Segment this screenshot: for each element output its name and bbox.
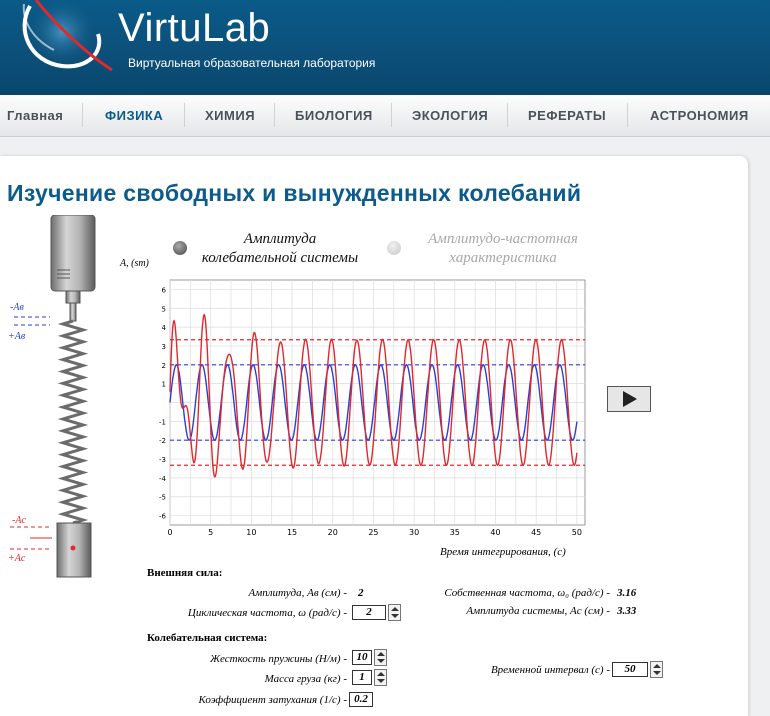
x-tick-label: 20 — [327, 528, 338, 537]
nav-ecology[interactable]: ЭКОЛОГИЯ — [412, 108, 489, 123]
natural-frequency-label: Собственная частота, ω₀ (рад/с) - — [444, 587, 610, 599]
damping-label: Коэффициент затухания (1/с) - — [198, 694, 347, 706]
x-tick-label: 40 — [490, 528, 501, 537]
tab-amplitude-line1: Амплитуда — [243, 231, 317, 247]
mass-label: Масса груза (кг) - — [264, 673, 347, 685]
y-tick-label: 3 — [161, 342, 166, 351]
y-tick-label: 2 — [161, 361, 166, 370]
time-interval-field[interactable]: 50 — [612, 662, 648, 677]
x-tick-label: 5 — [208, 528, 214, 537]
nav-chemistry[interactable]: ХИМИЯ — [205, 108, 256, 123]
play-icon — [623, 391, 637, 407]
force-frequency-label: Циклическая частота, ω (рад/с) - — [187, 607, 347, 619]
force-amplitude-value: 2 — [358, 587, 364, 599]
time-interval-spinner[interactable] — [650, 661, 663, 678]
time-interval-label: Временной интервал (с) - — [490, 664, 610, 676]
nav-astronomy[interactable]: АСТРОНОМИЯ — [650, 108, 749, 123]
nav-essays[interactable]: РЕФЕРАТЫ — [528, 108, 607, 123]
site-header — [0, 0, 770, 95]
x-tick-label: 10 — [246, 528, 257, 537]
plus-ab-label: +Aв — [8, 331, 26, 342]
plus-ac-label: +Ac — [8, 553, 26, 564]
tab-frequency-response[interactable] — [408, 230, 598, 268]
tab-amplitude[interactable] — [190, 230, 370, 268]
logo-orbit-icon[interactable] — [0, 0, 115, 95]
external-force-heading: Внешняя сила: — [147, 567, 223, 579]
mass-field[interactable]: 1 — [352, 670, 372, 685]
x-tick-label: 25 — [368, 528, 379, 537]
play-button[interactable] — [607, 386, 651, 412]
x-tick-label: 35 — [449, 528, 460, 537]
force-frequency-spinner[interactable] — [388, 604, 401, 621]
system-amplitude-label: Амплитуда системы, Ac (см) - — [466, 605, 610, 617]
mass-spinner[interactable] — [374, 669, 387, 686]
mass-marker — [71, 546, 76, 551]
oscillator-heading: Колебательная система: — [147, 632, 268, 644]
x-tick-label: 30 — [409, 528, 420, 537]
page-title: Изучение свободных и вынужденных колебаний — [7, 180, 582, 206]
main-nav — [0, 95, 770, 137]
nav-divider — [184, 103, 185, 127]
nav-divider — [507, 103, 508, 127]
y-tick-label: -4 — [159, 474, 166, 483]
force-frequency-field[interactable]: 2 — [352, 605, 386, 620]
spring-stiffness-spinner[interactable] — [374, 649, 387, 666]
nav-divider — [391, 103, 392, 127]
spring-stiffness-field[interactable]: 10 — [352, 650, 372, 665]
force-amplitude-label: Амплитуда, Aв (см) - — [248, 587, 347, 599]
nav-biology[interactable]: БИОЛОГИЯ — [295, 108, 373, 123]
y-tick-label: 1 — [161, 380, 166, 389]
tab-frequency-line2: характеристика — [449, 250, 557, 266]
y-tick-label: -3 — [159, 456, 166, 465]
y-tick-label: 5 — [161, 305, 166, 314]
minus-ab-label: -Aв — [10, 302, 24, 313]
x-tick-label: 45 — [531, 528, 542, 537]
y-tick-label: -5 — [159, 493, 166, 502]
y-tick-label: -6 — [159, 512, 166, 521]
nav-divider — [274, 103, 275, 127]
nav-divider — [82, 103, 83, 127]
spring-stiffness-label: Жесткость пружины (Н/м) - — [209, 653, 347, 665]
x-tick-label: 50 — [571, 528, 582, 537]
y-tick-label: -1 — [159, 418, 166, 427]
minus-ac-label: -Ac — [12, 515, 26, 526]
y-axis-label: A, (sm) — [120, 258, 149, 269]
x-tick-label: 0 — [167, 528, 173, 537]
x-tick-label: 15 — [286, 528, 298, 537]
tab-frequency-line1: Амплитудо-частотная — [428, 231, 578, 247]
damping-field[interactable]: 0.2 — [349, 692, 373, 707]
logo-subtitle: Виртуальная образовательная лаборатория — [128, 56, 376, 70]
y-tick-label: -2 — [159, 437, 166, 446]
y-tick-label: 6 — [161, 286, 166, 295]
natural-frequency-value: 3.16 — [617, 587, 637, 599]
nav-divider — [627, 103, 628, 127]
system-amplitude-value: 3.33 — [617, 605, 637, 617]
nav-physics[interactable]: ФИЗИКА — [105, 108, 164, 123]
tab-amplitude-line2: колебательной системы — [201, 250, 359, 266]
amplitude-chart — [150, 275, 590, 543]
amplitude-radio[interactable] — [173, 241, 187, 255]
frequency-radio[interactable] — [387, 241, 401, 255]
nav-home[interactable]: Главная — [7, 108, 64, 123]
spring-pendulum-diagram — [0, 215, 110, 585]
logo-name[interactable]: VirtuLab — [118, 6, 271, 50]
x-axis-label: Время интегрирования, (с) — [440, 546, 566, 558]
y-tick-label: 4 — [161, 324, 166, 333]
